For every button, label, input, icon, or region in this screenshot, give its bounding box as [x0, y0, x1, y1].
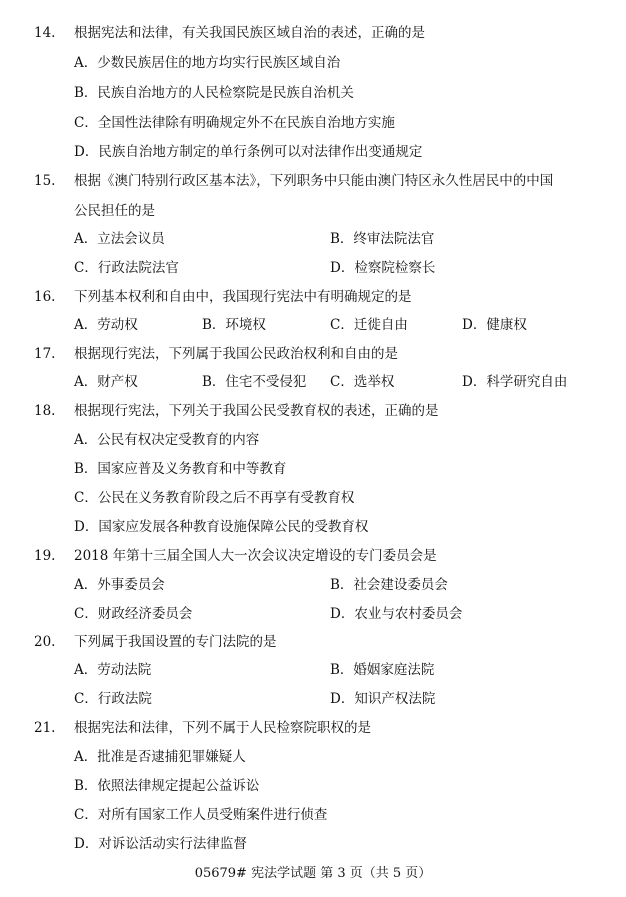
option: C．公民在义务教育阶段之后不再享有受教育权	[74, 490, 355, 506]
option: B．社会建设委员会	[330, 577, 448, 593]
question-19-stem	[34, 547, 437, 565]
option: A．外事委员会	[74, 577, 165, 593]
question-16-stem	[34, 288, 412, 306]
question-number: 19.	[34, 548, 56, 564]
question-20-stem	[34, 633, 277, 651]
question-text: 2018 年第十三届全国人大一次会议决定增设的专门委员会是	[74, 548, 437, 564]
option: D．健康权	[462, 317, 527, 333]
question-15-stem	[34, 172, 553, 190]
question-number: 15.	[34, 173, 56, 189]
option: C．对所有国家工作人员受贿案件进行侦查	[74, 807, 328, 823]
question-number: 14.	[34, 25, 56, 41]
option: A．劳动权	[74, 317, 138, 333]
option: D．检察院检察长	[330, 260, 436, 276]
question-text: 下列属于我国设置的专门法院的是	[74, 634, 277, 650]
question-17-stem	[34, 345, 398, 363]
option: B．婚姻家庭法院	[330, 662, 435, 678]
option: A．劳动法院	[74, 662, 152, 678]
option: B．国家应普及义务教育和中等教育	[74, 461, 287, 477]
option: D．国家应发展各种教育设施保障公民的受教育权	[74, 519, 369, 535]
question-text: 下列基本权利和自由中，我国现行宪法中有明确规定的是	[74, 289, 412, 305]
option: A．公民有权决定受教育的内容	[74, 432, 260, 448]
option: B．住宅不受侵犯	[202, 374, 307, 390]
option: D．对诉讼活动实行法律监督	[74, 836, 247, 852]
question-text: 根据现行宪法，下列属于我国公民政治权利和自由的是	[74, 346, 398, 362]
option: C．财政经济委员会	[74, 606, 193, 622]
option: B．终审法院法官	[330, 231, 435, 247]
question-number: 20.	[34, 634, 56, 650]
option: B．依照法律规定提起公益诉讼	[74, 778, 260, 794]
option: D．民族自治地方制定的单行条例可以对法律作出变通规定	[74, 144, 423, 160]
question-text: 根据宪法和法律，有关我国民族区域自治的表述，正确的是	[74, 25, 425, 41]
option: B．民族自治地方的人民检察院是民族自治机关	[74, 85, 354, 101]
question-number: 16.	[34, 289, 56, 305]
option: C．选举权	[330, 374, 395, 390]
option: D．知识产权法院	[330, 691, 436, 707]
question-18-stem	[34, 402, 439, 420]
option: D．农业与农村委员会	[330, 606, 463, 622]
option: A．立法会议员	[74, 231, 165, 247]
question-21-stem	[34, 719, 371, 737]
option: A．批准是否逮捕犯罪嫌疑人	[74, 749, 246, 765]
page-footer: 05679# 宪法学试题 第 3 页（共 5 页）	[194, 866, 432, 881]
question-text: 根据宪法和法律，下列不属于人民检察院职权的是	[74, 720, 371, 736]
question-number: 21.	[34, 720, 56, 736]
question-14-stem	[34, 24, 425, 42]
question-text: 根据现行宪法，下列关于我国公民受教育权的表述，正确的是	[74, 403, 439, 419]
question-15-stem-continued: 公民担任的是	[74, 203, 155, 219]
option: A．财产权	[74, 374, 138, 390]
question-text: 根据《澳门特别行政区基本法》，下列职务中只能由澳门特区永久性居民中的中国	[74, 173, 554, 189]
option: D．科学研究自由	[462, 374, 568, 390]
option: C．行政法院	[74, 691, 152, 707]
option: C．行政法院法官	[74, 260, 179, 276]
question-number: 18.	[34, 403, 56, 419]
question-number: 17.	[34, 346, 56, 362]
option: B．环境权	[202, 317, 266, 333]
option: C．迁徙自由	[330, 317, 408, 333]
option: C．全国性法律除有明确规定外不在民族自治地方实施	[74, 115, 395, 131]
option: A．少数民族居住的地方均实行民族区域自治	[74, 55, 341, 71]
